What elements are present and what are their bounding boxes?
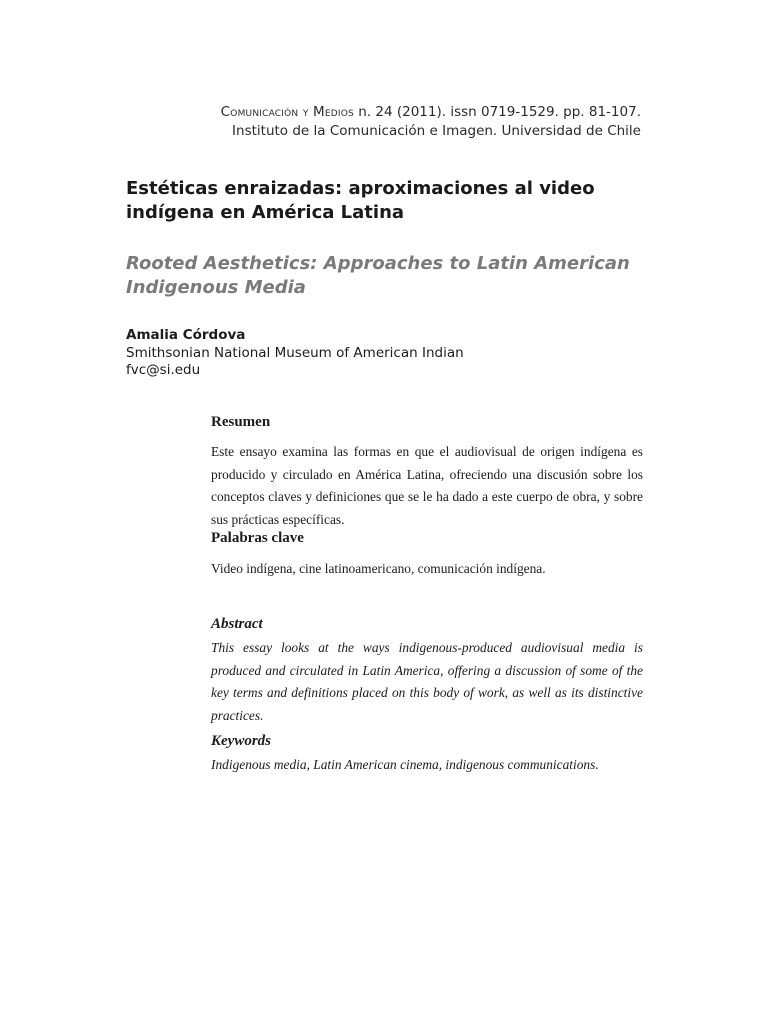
palabras-clave-heading: Palabras clave bbox=[211, 530, 304, 546]
keywords-text: Indigenous media, Latin American cinema, indigenous communications. bbox=[211, 757, 599, 772]
resumen-heading: Resumen bbox=[211, 414, 271, 430]
journal-institution: Instituto de la Comunicación e Imagen. Universidad de Chile bbox=[232, 123, 641, 139]
journal-citation: n. 24 (2011). issn 0719-1529. pp. 81-107. bbox=[358, 104, 641, 120]
abstract-text: This essay looks at the ways indigenous-produced audiovisual media is produced and circulated in Latin America, offering a discussion of some of the key terms and definitions placed on this body of work, as well as its distinctive practices. bbox=[211, 640, 643, 723]
journal-header bbox=[221, 103, 641, 141]
keywords-heading: Keywords bbox=[211, 733, 271, 749]
resumen-section bbox=[211, 414, 643, 531]
resumen-text: Este ensayo examina las formas en que el audiovisual de origen indígena es producido y circulado en América Latina, ofreciendo una discusión sobre los conceptos claves y definiciones que se le ha dado a este cuerpo de obra, y sobre sus prácticas específicas. bbox=[211, 444, 643, 527]
author-affiliation: Smithsonian National Museum of American Indian bbox=[126, 344, 464, 361]
journal-citation-line bbox=[221, 103, 641, 122]
keywords-section bbox=[211, 733, 643, 777]
article-title-spanish: Estéticas enraizadas: aproximaciones al video indígena en América Latina bbox=[126, 178, 595, 223]
author-block bbox=[126, 327, 464, 380]
abstract-section bbox=[211, 616, 643, 727]
article-title-english: Rooted Aesthetics: Approaches to Latin American Indigenous Media bbox=[126, 253, 630, 298]
palabras-clave-section bbox=[211, 530, 643, 581]
palabras-clave-text: Video indígena, cine latinoamericano, comunicación indígena. bbox=[211, 561, 546, 576]
author-name: Amalia Córdova bbox=[126, 327, 246, 343]
journal-name: Comunicación y Medios bbox=[220, 104, 354, 120]
abstract-heading: Abstract bbox=[211, 616, 263, 632]
author-email: fvc@si.edu bbox=[126, 362, 201, 378]
